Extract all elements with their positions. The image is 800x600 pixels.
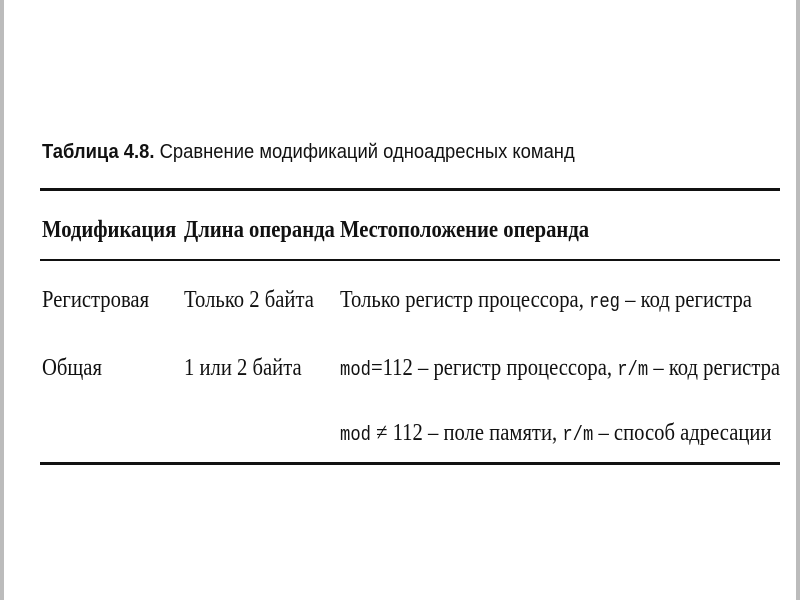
table-title: Сравнение модификаций одноадресных команд (159, 141, 575, 163)
row3-location-rest: – способ адресации (593, 420, 772, 446)
row2-location-rest: – код регистра (648, 355, 781, 381)
table-bottom-rule (40, 462, 780, 465)
row1-location-prefix: Только регистр процессора, (340, 287, 590, 313)
row1-location-rest: – код регистра (620, 287, 752, 313)
row3-mod-code: mod (340, 424, 371, 447)
row2-modification: Общая (42, 355, 102, 381)
header-modification: Модификация (42, 217, 177, 243)
header-operand-location: Местоположение операнда (340, 217, 590, 243)
row1-length: Только 2 байта (184, 287, 314, 313)
page-edge-right (796, 0, 800, 600)
row2-rm-code: r/m (617, 359, 649, 382)
row3-rm-code: r/m (562, 424, 594, 447)
row2-location-mid: =112 – регистр процессора, (370, 355, 618, 381)
table-number: Таблица 4.8. (42, 141, 155, 163)
row1-location (340, 285, 752, 318)
table-header-rule (40, 259, 780, 261)
row2-length: 1 или 2 байта (184, 355, 302, 381)
table-top-rule (40, 188, 780, 191)
row2-location (340, 353, 780, 386)
row2-mod-code: mod (340, 359, 371, 382)
row3-location (340, 418, 771, 451)
header-operand-length: Длина операнда (184, 217, 335, 243)
page-edge-left (0, 0, 4, 600)
row3-location-mid: ≠ 112 – поле памяти, (370, 420, 563, 446)
table-caption (42, 138, 575, 166)
row1-reg-code: reg (589, 291, 621, 314)
row1-modification: Регистровая (42, 287, 150, 313)
